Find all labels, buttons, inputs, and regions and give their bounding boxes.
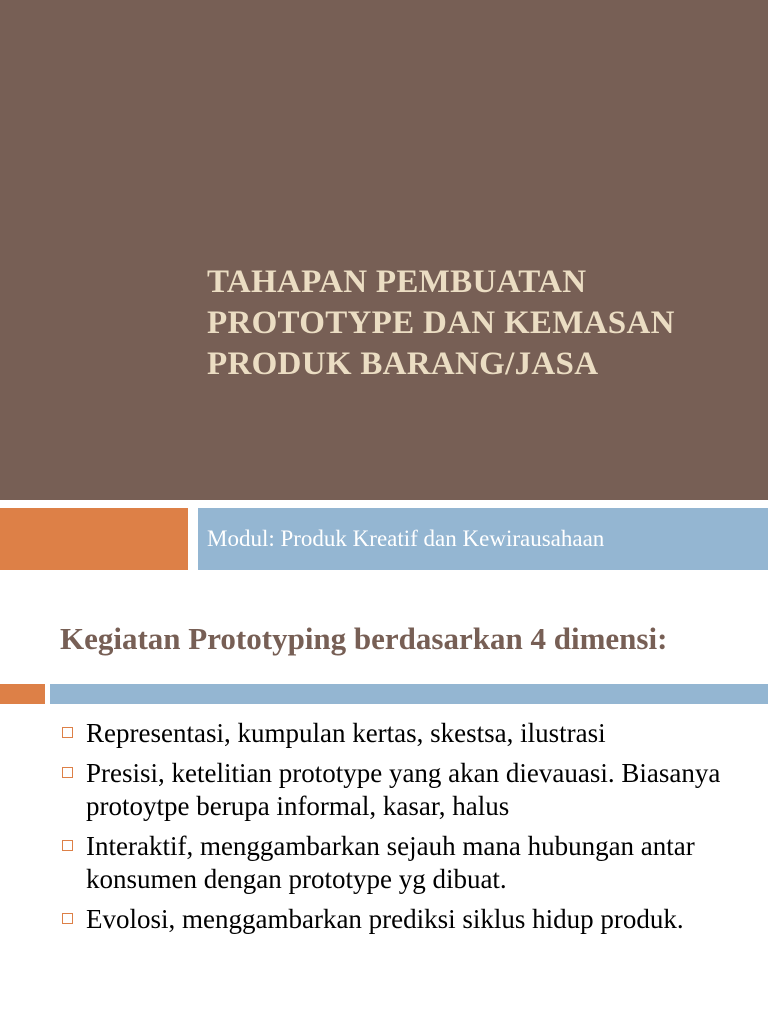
bullet-item	[62, 830, 752, 896]
hollow-square-bullet-icon	[62, 767, 73, 778]
slide-title: TAHAPAN PEMBUATAN PROTOTYPE DAN KEMASAN PRODUK BARANG/JASA	[207, 264, 675, 382]
bullet-text: Representasi, kumpulan kertas, skestsa, ilustrasi	[86, 718, 606, 748]
bullet-list	[62, 717, 752, 943]
bullet-text: Evolosi, menggambarkan prediksi siklus hidup produk.	[86, 904, 684, 934]
hollow-square-bullet-icon	[62, 913, 73, 924]
bullet-text: Interaktif, menggambarkan sejauh mana hubungan antar konsumen dengan prototype yg dibuat.	[86, 831, 695, 894]
divider-bar-orange	[0, 684, 45, 704]
bullet-item	[62, 903, 752, 936]
hollow-square-bullet-icon	[62, 727, 73, 738]
content-slide	[0, 595, 768, 1024]
accent-bar-orange	[0, 508, 188, 570]
divider-bar-blue	[50, 684, 768, 704]
slide-subtitle: Modul: Produk Kreatif dan Kewirausahaan	[207, 526, 605, 551]
content-heading: Kegiatan Prototyping berdasarkan 4 dimensi:	[60, 621, 668, 656]
bullet-text: Presisi, ketelitian prototype yang akan dievauasi. Biasanya protoytpe berupa informal, kasar, halus	[86, 758, 721, 821]
hollow-square-bullet-icon	[62, 840, 73, 851]
title-panel	[0, 0, 768, 500]
bullet-item	[62, 717, 752, 750]
bullet-item	[62, 757, 752, 823]
